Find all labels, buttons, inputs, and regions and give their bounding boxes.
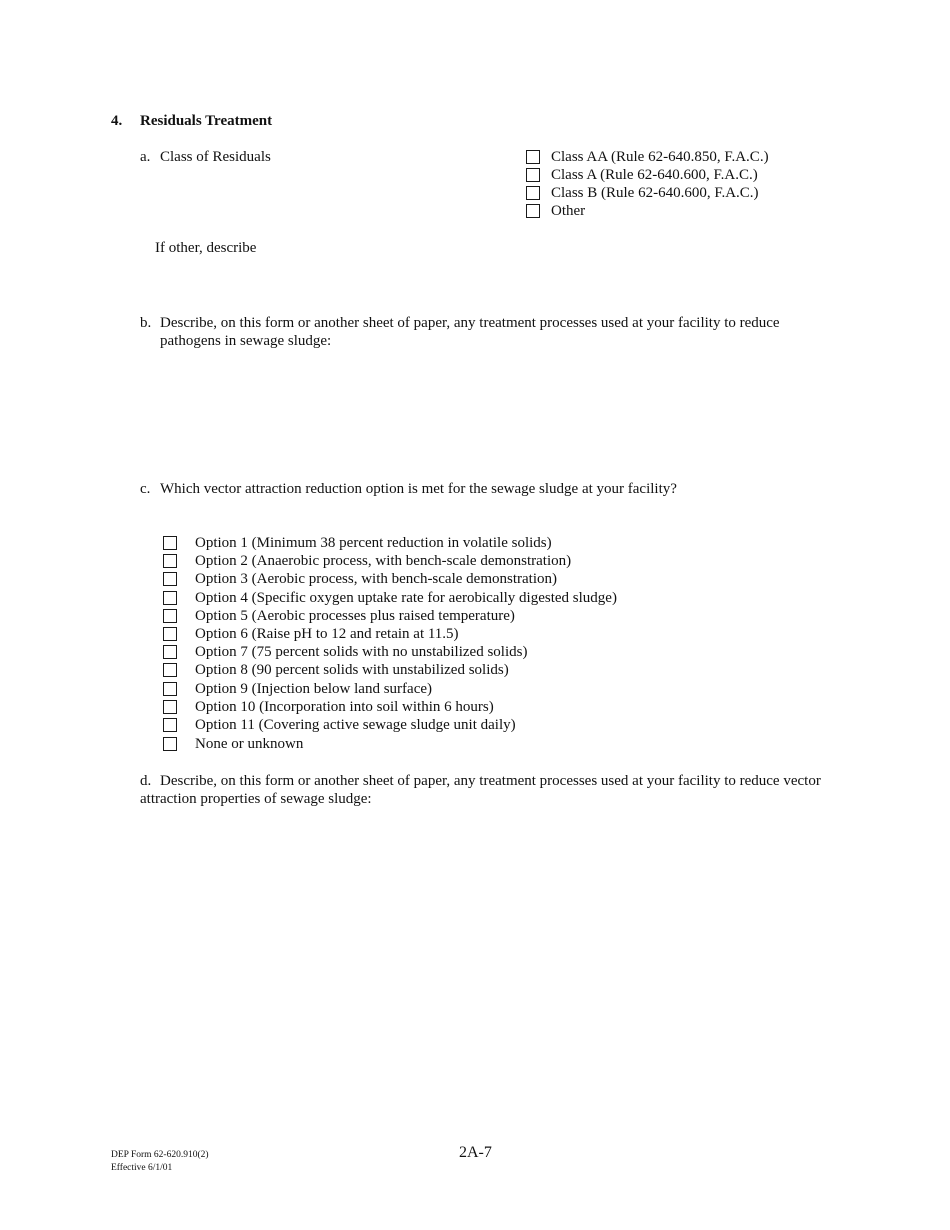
class-option-other[interactable] — [526, 202, 826, 220]
checkbox[interactable] — [163, 737, 177, 751]
section-title: Residuals Treatment — [140, 113, 273, 129]
part-c-question: Which vector attraction reduction option is met for the sewage sludge at your facility? — [160, 481, 677, 497]
vector-option-8[interactable] — [163, 661, 633, 679]
section-number: 4. — [111, 113, 123, 129]
vector-option-11[interactable] — [163, 716, 633, 734]
checkbox[interactable] — [526, 186, 540, 200]
checkbox[interactable] — [163, 718, 177, 732]
vector-option-3[interactable] — [163, 570, 633, 588]
class-option-label: Other — [551, 203, 586, 219]
class-option-label: Class A (Rule 62-640.600, F.A.C.) — [551, 167, 758, 183]
footer-form-number: DEP Form 62-620.910(2) — [111, 1150, 209, 1160]
vector-option-label: Option 2 (Anaerobic process, with bench-scale demonstration) — [195, 553, 572, 569]
class-option-label: Class AA (Rule 62-640.850, F.A.C.) — [551, 149, 769, 165]
vector-option-7[interactable] — [163, 643, 633, 661]
vector-option-label: Option 9 (Injection below land surface) — [195, 681, 433, 697]
part-b-text-line2: pathogens in sewage sludge: — [160, 333, 332, 349]
vector-option-label: Option 8 (90 percent solids with unstabilized solids) — [195, 662, 509, 678]
other-describe-prompt: If other, describe — [155, 240, 257, 256]
footer-effective-date: Effective 6/1/01 — [111, 1163, 173, 1173]
part-b-letter: b. — [140, 315, 152, 331]
vector-option-label: Option 5 (Aerobic processes plus raised temperature) — [195, 608, 515, 624]
vector-option-1[interactable] — [163, 534, 633, 552]
vector-option-2[interactable] — [163, 552, 633, 570]
checkbox[interactable] — [526, 150, 540, 164]
vector-option-label: Option 1 (Minimum 38 percent reduction in volatile solids) — [195, 535, 552, 551]
part-d-text-line1: Describe, on this form or another sheet of paper, any treatment processes used at your facility to reduce vector — [160, 773, 821, 789]
vector-option-label: Option 10 (Incorporation into soil within 6 hours) — [195, 699, 494, 715]
vector-option-10[interactable] — [163, 698, 633, 716]
page-number: 2A-7 — [459, 1144, 492, 1161]
vector-option-label: Option 3 (Aerobic process, with bench-scale demonstration) — [195, 571, 557, 587]
checkbox[interactable] — [163, 627, 177, 641]
vector-option-5[interactable] — [163, 607, 633, 625]
vector-option-label: Option 4 (Specific oxygen uptake rate for aerobically digested sludge) — [195, 590, 617, 606]
vector-option-label: None or unknown — [195, 736, 304, 752]
class-option-aa[interactable] — [526, 148, 826, 166]
checkbox[interactable] — [163, 536, 177, 550]
part-b-text-line1: Describe, on this form or another sheet of paper, any treatment processes used at your facility to reduce — [160, 315, 780, 331]
checkbox[interactable] — [163, 700, 177, 714]
part-a-letter: a. — [140, 149, 151, 165]
class-option-b[interactable] — [526, 184, 826, 202]
checkbox[interactable] — [163, 554, 177, 568]
vector-option-label: Option 11 (Covering active sewage sludge unit daily) — [195, 717, 516, 733]
part-c-letter: c. — [140, 481, 151, 497]
vector-option-label: Option 7 (75 percent solids with no unstabilized solids) — [195, 644, 528, 660]
class-option-label: Class B (Rule 62-640.600, F.A.C.) — [551, 185, 759, 201]
checkbox[interactable] — [163, 682, 177, 696]
class-option-a[interactable] — [526, 166, 826, 184]
vector-option-6[interactable] — [163, 625, 633, 643]
part-d-letter: d. — [140, 773, 152, 789]
checkbox[interactable] — [526, 204, 540, 218]
vector-option-4[interactable] — [163, 589, 633, 607]
checkbox[interactable] — [163, 663, 177, 677]
vector-option-none[interactable] — [163, 735, 633, 753]
checkbox[interactable] — [163, 572, 177, 586]
checkbox[interactable] — [163, 645, 177, 659]
vector-option-9[interactable] — [163, 680, 633, 698]
checkbox[interactable] — [163, 591, 177, 605]
vector-option-label: Option 6 (Raise pH to 12 and retain at 11.5) — [195, 626, 459, 642]
part-d-text-line2: attraction properties of sewage sludge: — [140, 791, 372, 807]
checkbox[interactable] — [526, 168, 540, 182]
checkbox[interactable] — [163, 609, 177, 623]
part-a-label: Class of Residuals — [160, 149, 271, 165]
